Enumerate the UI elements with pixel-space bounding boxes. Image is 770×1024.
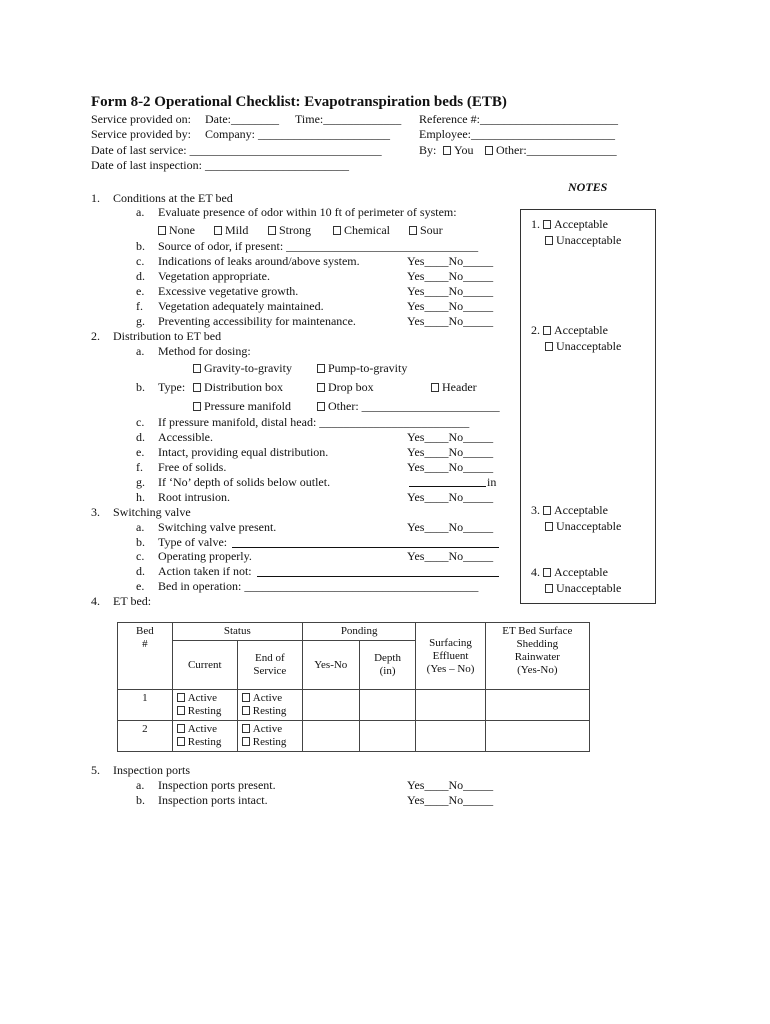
item-text: Root intrusion.	[158, 490, 231, 504]
table-row	[118, 690, 590, 721]
odor-source-field[interactable]: Source of odor, if present: ________________________________	[158, 239, 479, 253]
item-label: b.	[136, 535, 145, 549]
item-label: c.	[136, 549, 145, 563]
item-text: Excessive vegetative growth.	[158, 284, 299, 298]
item-label: a.	[136, 205, 145, 219]
bed-in-operation-field[interactable]: Bed in operation: _______________________________________	[158, 579, 479, 593]
dosing-gravity-option[interactable]: Gravity-to-gravity	[193, 362, 292, 374]
item-text: Operating properly.	[158, 549, 252, 563]
checkbox-icon	[193, 383, 201, 392]
item-label: b.	[136, 239, 145, 253]
header-surfacing: Surfacing Effluent (Yes – No)	[416, 623, 485, 690]
notes-heading: NOTES	[568, 180, 608, 194]
header-end-of-service: End of Service	[237, 641, 302, 690]
checkbox-icon	[214, 226, 222, 235]
item-label: a.	[136, 778, 145, 792]
item-text: Action taken if not:	[158, 564, 252, 578]
odor-option-sour[interactable]: Sour	[409, 224, 443, 236]
ponding-depth-cell[interactable]	[359, 721, 416, 752]
note-4-acceptable[interactable]: 4. Acceptable	[531, 565, 608, 579]
checkbox-icon	[485, 146, 493, 155]
item-label: c.	[136, 254, 145, 268]
header-current: Current	[172, 641, 237, 690]
checkbox-icon	[177, 706, 185, 715]
item-text: Free of solids.	[158, 460, 227, 474]
checkbox-icon	[545, 522, 553, 531]
checkbox-icon	[409, 226, 417, 235]
note-1-unacceptable[interactable]: Unacceptable	[545, 234, 621, 246]
yes-no-field[interactable]: Yes____No_____	[407, 778, 494, 792]
item-label: d.	[136, 564, 145, 578]
resting-option[interactable]: Resting	[242, 705, 300, 718]
yes-no-field[interactable]: Yes____No_____	[407, 314, 494, 328]
section-1-title: Conditions at the ET bed	[113, 191, 233, 205]
bed-number: 1	[118, 690, 173, 721]
checkbox-icon	[333, 226, 341, 235]
yes-no-field[interactable]: Yes____No_____	[407, 284, 494, 298]
checkbox-icon	[242, 693, 250, 702]
checkbox-icon	[543, 326, 551, 335]
note-3-acceptable[interactable]: 3. Acceptable	[531, 503, 608, 517]
item-text: Intact, providing equal distribution.	[158, 445, 329, 459]
item-label: h.	[136, 490, 145, 504]
notes-box	[520, 209, 656, 604]
header-status: Status	[172, 623, 302, 641]
checkbox-icon	[545, 342, 553, 351]
action-taken-line[interactable]	[257, 576, 499, 577]
header-ponding: Ponding	[302, 623, 416, 641]
type-drop-box-option[interactable]: Drop box	[317, 381, 374, 393]
type-header-option[interactable]: Header	[431, 381, 477, 393]
item-label: f.	[136, 460, 143, 474]
item-text: Inspection ports intact.	[158, 793, 268, 807]
reference-field[interactable]: Reference #:_______________________	[419, 112, 618, 126]
type-distribution-box-option[interactable]: Distribution box	[193, 381, 283, 393]
item-label: c.	[136, 415, 145, 429]
yes-no-field[interactable]: Yes____No_____	[407, 445, 494, 459]
item-text: Indications of leaks around/above system.	[158, 254, 360, 268]
checkbox-icon	[242, 737, 250, 746]
checkbox-icon	[193, 402, 201, 411]
by-other-option[interactable]: Other:_______________	[485, 144, 617, 156]
surfacing-cell[interactable]	[416, 721, 485, 752]
time-field[interactable]: Time:_____________	[295, 112, 402, 126]
end-status-cell[interactable]	[237, 690, 302, 721]
active-option[interactable]: Active	[177, 723, 235, 736]
section-2-title: Distribution to ET bed	[113, 329, 222, 343]
header-bed: Bed #	[118, 623, 173, 690]
yes-no-field[interactable]: Yes____No_____	[407, 460, 494, 474]
active-option[interactable]: Active	[242, 692, 300, 705]
item-label: a.	[136, 520, 145, 534]
by-you-option[interactable]: You	[443, 144, 473, 156]
section-1-number: 1.	[91, 191, 100, 205]
item-text: Preventing accessibility for maintenance.	[158, 314, 356, 328]
note-1-acceptable[interactable]: 1. Acceptable	[531, 217, 608, 231]
yes-no-field[interactable]: Yes____No_____	[407, 490, 494, 504]
employee-field[interactable]: Employee:________________________	[419, 127, 615, 141]
type-pressure-manifold-option[interactable]: Pressure manifold	[193, 400, 291, 412]
yes-no-field[interactable]: Yes____No_____	[407, 254, 494, 268]
item-text: Vegetation adequately maintained.	[158, 299, 324, 313]
checkbox-icon	[317, 364, 325, 373]
shedding-cell[interactable]	[485, 721, 589, 752]
by-label: By:	[419, 143, 437, 157]
checkbox-icon	[443, 146, 451, 155]
checkbox-icon	[242, 724, 250, 733]
inches-unit: in	[487, 475, 497, 489]
last-inspection-field[interactable]: Date of last inspection: ________________________	[91, 158, 349, 172]
table-row	[118, 721, 590, 752]
odor-option-strong[interactable]: Strong	[268, 224, 311, 236]
checkbox-icon	[242, 706, 250, 715]
checkbox-icon	[543, 506, 551, 515]
surfacing-cell[interactable]	[416, 690, 485, 721]
current-status-cell[interactable]	[172, 690, 237, 721]
yes-no-field[interactable]: Yes____No_____	[407, 520, 494, 534]
dosing-pump-option[interactable]: Pump-to-gravity	[317, 362, 407, 374]
checkbox-icon	[543, 220, 551, 229]
service-provided-on-label: Service provided on:	[91, 112, 191, 126]
ponding-depth-cell[interactable]	[359, 690, 416, 721]
section-5-title: Inspection ports	[113, 763, 190, 777]
header-yes-no: Yes-No	[302, 641, 359, 690]
checkbox-icon	[177, 737, 185, 746]
item-text: Switching valve present.	[158, 520, 277, 534]
section-4-title: ET bed:	[113, 594, 152, 608]
item-label: f.	[136, 299, 143, 313]
yes-no-field[interactable]: Yes____No_____	[407, 299, 494, 313]
type-other-option[interactable]: Other: _______________________	[317, 400, 500, 412]
yes-no-field[interactable]: Yes____No_____	[407, 269, 494, 283]
et-bed-table	[117, 622, 590, 752]
item-text: Type of valve:	[158, 535, 228, 549]
company-field[interactable]: Company: ______________________	[205, 127, 390, 141]
item-text: Evaluate presence of odor within 10 ft of perimeter of system:	[158, 205, 457, 219]
section-2-number: 2.	[91, 329, 100, 343]
resting-option[interactable]: Resting	[177, 736, 235, 749]
checkbox-icon	[543, 568, 551, 577]
active-option[interactable]: Active	[242, 723, 300, 736]
section-4-number: 4.	[91, 594, 100, 608]
checkbox-icon	[177, 693, 185, 702]
item-label: e.	[136, 284, 145, 298]
item-label: d.	[136, 430, 145, 444]
section-5-number: 5.	[91, 763, 100, 777]
section-3-number: 3.	[91, 505, 100, 519]
item-text: Accessible.	[158, 430, 213, 444]
bed-number: 2	[118, 721, 173, 752]
item-label: a.	[136, 344, 145, 358]
valve-type-line[interactable]	[232, 547, 499, 548]
header-depth: Depth (in)	[359, 641, 416, 690]
item-label: d.	[136, 269, 145, 283]
checkbox-icon	[545, 236, 553, 245]
active-option[interactable]: Active	[177, 692, 235, 705]
checkbox-icon	[545, 584, 553, 593]
note-2-acceptable[interactable]: 2. Acceptable	[531, 323, 608, 337]
form-title: Form 8-2 Operational Checklist: Evapotranspiration beds (ETB)	[91, 94, 507, 110]
note-3-unacceptable[interactable]: Unacceptable	[545, 520, 621, 532]
item-text: Vegetation appropriate.	[158, 269, 270, 283]
current-status-cell[interactable]	[172, 721, 237, 752]
note-4-unacceptable[interactable]: Unacceptable	[545, 582, 621, 594]
end-status-cell[interactable]	[237, 721, 302, 752]
item-label: e.	[136, 579, 145, 593]
item-text: Type:	[158, 380, 186, 394]
yes-no-field[interactable]: Yes____No_____	[407, 430, 494, 444]
ponding-yes-no-cell[interactable]	[302, 721, 359, 752]
service-provided-by-label: Service provided by:	[91, 127, 191, 141]
checkbox-icon	[268, 226, 276, 235]
odor-option-chemical[interactable]: Chemical	[333, 224, 390, 236]
item-label: b.	[136, 793, 145, 807]
yes-no-field[interactable]: Yes____No_____	[407, 793, 494, 807]
resting-option[interactable]: Resting	[242, 736, 300, 749]
odor-option-mild[interactable]: Mild	[214, 224, 248, 236]
odor-option-none[interactable]: None	[158, 224, 195, 236]
section-3-title: Switching valve	[113, 505, 191, 519]
item-text: Inspection ports present.	[158, 778, 276, 792]
note-2-unacceptable[interactable]: Unacceptable	[545, 340, 621, 352]
item-text: Method for dosing:	[158, 344, 251, 358]
resting-option[interactable]: Resting	[177, 705, 235, 718]
shedding-cell[interactable]	[485, 690, 589, 721]
checkbox-icon	[193, 364, 201, 373]
solids-depth-line[interactable]	[409, 486, 486, 487]
date-field[interactable]: Date:________	[205, 112, 279, 126]
checkbox-icon	[431, 383, 439, 392]
checkbox-icon	[317, 383, 325, 392]
header-shedding: ET Bed Surface Shedding Rainwater (Yes-No)	[485, 623, 589, 690]
yes-no-field[interactable]: Yes____No_____	[407, 549, 494, 563]
ponding-yes-no-cell[interactable]	[302, 690, 359, 721]
checkbox-icon	[177, 724, 185, 733]
item-text: If ‘No’ depth of solids below outlet.	[158, 475, 331, 489]
last-service-field[interactable]: Date of last service: ________________________________	[91, 143, 382, 157]
item-label: e.	[136, 445, 145, 459]
distal-head-field[interactable]: If pressure manifold, distal head: _________________________	[158, 415, 470, 429]
item-label: g.	[136, 314, 145, 328]
checkbox-icon	[317, 402, 325, 411]
item-label: b.	[136, 380, 145, 394]
item-label: g.	[136, 475, 145, 489]
checkbox-icon	[158, 226, 166, 235]
